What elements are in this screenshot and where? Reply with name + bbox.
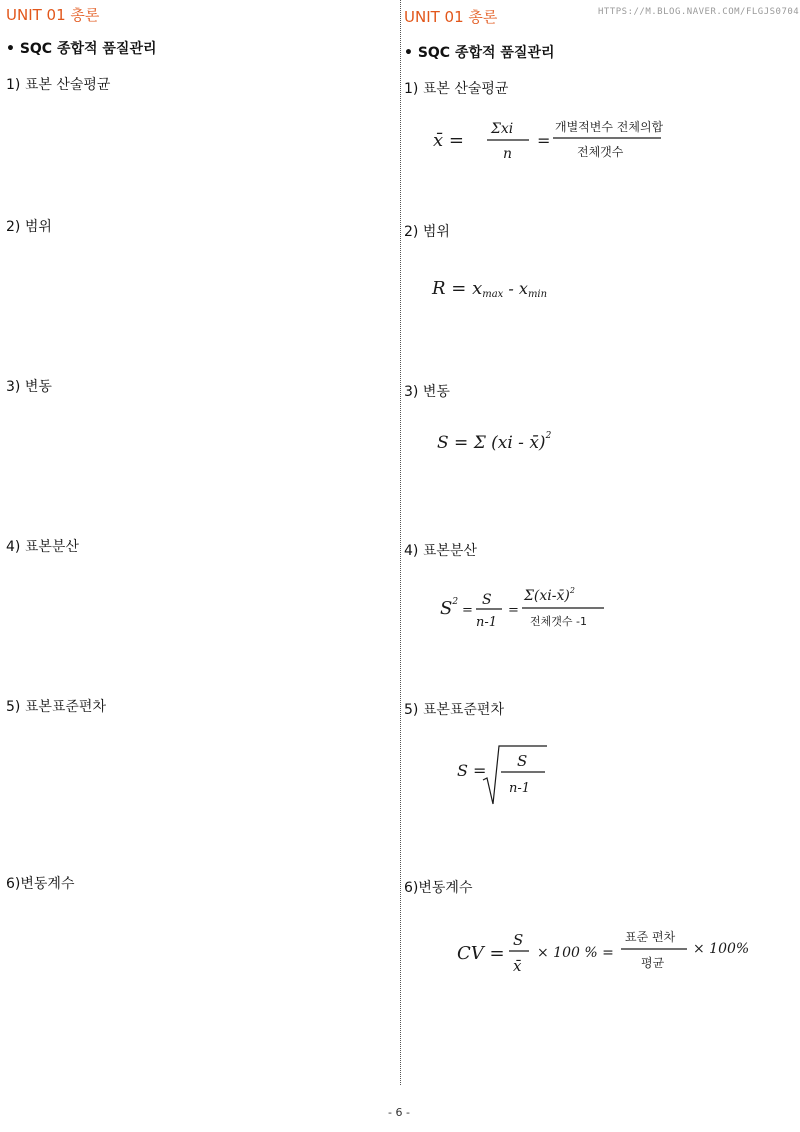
formula-variance (438, 580, 618, 644)
mean-text-den: 전체갯수 (577, 145, 624, 159)
mean-lhs: x̄ = (433, 130, 464, 151)
variation-text: S = Σ (xi - x̄) (437, 433, 546, 453)
right-unit-title: UNIT 01 총론 (404, 8, 498, 26)
formula-range (430, 270, 610, 308)
svg-text:Σ(xi-x̄)2 (523, 586, 575, 604)
cv-tail: × 100% (693, 941, 750, 957)
right-item-range: 2) 범위 (404, 224, 450, 240)
variance-den2: 전체갯수 -1 (530, 615, 587, 628)
mean-text-num: 개별적변수 전체의합 (555, 120, 664, 134)
mean-den: n (503, 146, 513, 162)
left-unit-title: UNIT 01 총론 (6, 6, 100, 24)
left-item-cv: 6)변동계수 (6, 876, 75, 892)
variation-exp: 2 (545, 431, 552, 441)
mean-num: Σxi (491, 121, 514, 137)
variance-eq: = (462, 603, 473, 618)
variance-eq2: = (508, 603, 519, 618)
variance-num: S (482, 592, 492, 608)
svg-text:S = Σ (xi - x̄)2 (437, 431, 552, 453)
formula-stddev (455, 740, 565, 814)
cv-num: S (513, 931, 524, 949)
mean-eq: = (537, 131, 551, 150)
right-item-stddev: 5) 표본표준편차 (404, 702, 504, 718)
variance-lhs: S (440, 598, 453, 619)
range-min: min (527, 289, 548, 300)
right-item-mean: 1) 표본 산술평균 (404, 81, 509, 97)
formula-variation (435, 420, 585, 464)
svg-text:R = xmax - xmin (431, 278, 547, 300)
left-item-variance: 4) 표본분산 (6, 539, 79, 555)
right-bullet-heading: • SQC 종합적 품질관리 (404, 45, 555, 61)
left-bullet-heading: • SQC 종합적 품질관리 (6, 41, 157, 57)
stddev-lhs: S = (457, 761, 487, 780)
column-divider (400, 0, 401, 1085)
range-max: max (482, 289, 504, 300)
left-item-variation: 3) 변동 (6, 379, 52, 395)
left-item-mean: 1) 표본 산술평균 (6, 77, 111, 93)
formula-cv (455, 925, 755, 989)
stddev-num: S (517, 752, 528, 770)
variance-den: n-1 (476, 615, 498, 630)
right-item-variation: 3) 변동 (404, 384, 450, 400)
range-minus: - x (503, 279, 528, 298)
variance-num2: Σ(xi-x̄) (524, 588, 570, 604)
cv-den2: 평균 (641, 956, 665, 970)
right-item-cv: 6)변동계수 (404, 880, 473, 896)
svg-text:S2 (440, 597, 458, 619)
cv-den: x̄ (513, 957, 522, 975)
range-text: R = x (432, 278, 483, 299)
right-item-variance: 4) 표본분산 (404, 543, 477, 559)
cv-mid: × 100 % = (537, 945, 614, 961)
stddev-den: n-1 (509, 781, 531, 796)
cv-num2: 표준 편차 (625, 930, 676, 944)
watermark-url: HTTPS://M.BLOG.NAVER.COM/FLGJS0704 (598, 7, 800, 17)
left-item-range: 2) 범위 (6, 219, 52, 235)
cv-lhs: CV = (457, 943, 505, 964)
variance-num2-exp: 2 (569, 586, 575, 595)
formula-mean (425, 108, 665, 172)
left-item-stddev: 5) 표본표준편차 (6, 699, 106, 715)
variance-lhs-exp: 2 (452, 597, 459, 607)
page-number: - 6 - (388, 1106, 410, 1119)
